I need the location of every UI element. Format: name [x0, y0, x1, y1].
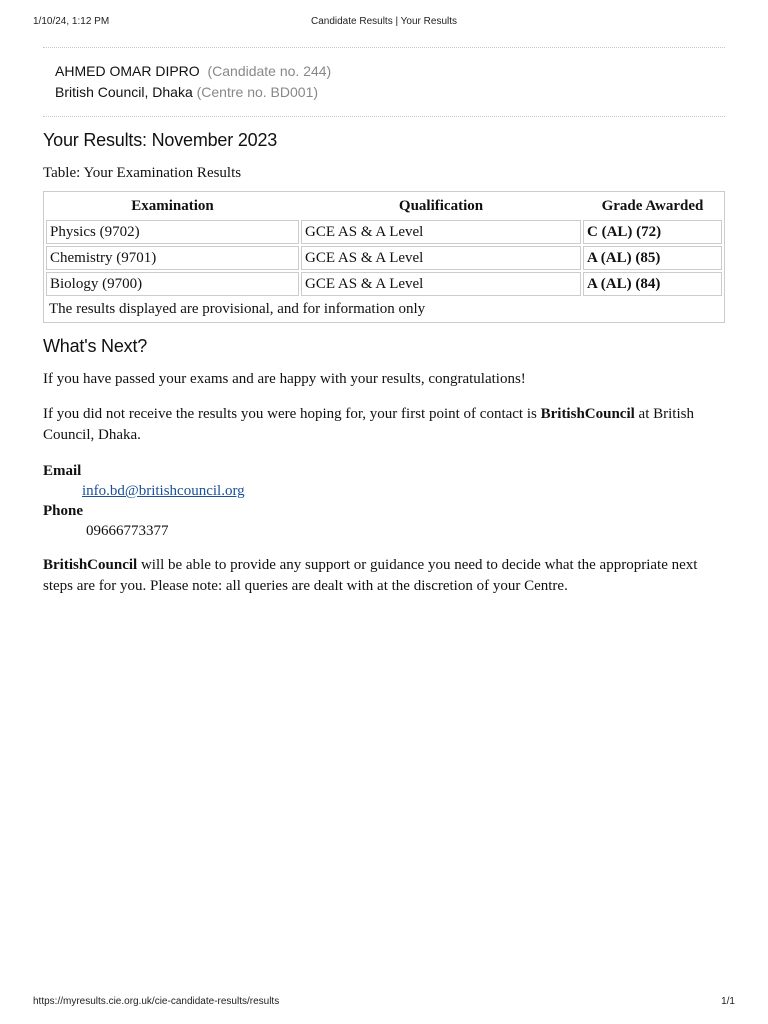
candidate-name: AHMED OMAR DIPRO: [55, 63, 200, 79]
whats-next-heading: What's Next?: [43, 336, 148, 356]
support-organisation: BritishCouncil: [43, 557, 138, 573]
examination-cell: Biology (9700): [46, 272, 299, 296]
column-header-qualification: Qualification: [398, 198, 484, 214]
table-row: [46, 272, 722, 296]
divider: [43, 116, 725, 117]
centre-name: British Council, Dhaka: [55, 84, 193, 100]
contact-organisation: BritishCouncil: [540, 406, 635, 422]
candidate-number: (Candidate no. 244): [207, 63, 332, 79]
examination-cell: Physics (9702): [46, 220, 299, 244]
print-page-title: Candidate Results | Your Results: [310, 16, 457, 27]
candidate-info: [43, 48, 725, 116]
column-header-examination: Examination: [131, 198, 214, 214]
results-table: [43, 191, 725, 323]
email-label: Email: [43, 463, 82, 479]
column-header-grade: Grade Awarded: [601, 198, 704, 214]
print-datetime: 1/10/24, 1:12 PM: [33, 16, 110, 27]
qualification-cell: GCE AS & A Level: [301, 272, 581, 296]
print-footer: [33, 996, 735, 1010]
print-url: https://myresults.cie.org.uk/cie-candidate-results/results: [33, 996, 280, 1007]
contact-paragraph: [43, 404, 725, 446]
support-paragraph: [43, 555, 725, 597]
qualification-cell: GCE AS & A Level: [301, 246, 581, 270]
grade-cell: A (AL) (84): [583, 272, 722, 296]
table-header-row: [46, 194, 722, 218]
examination-cell: Chemistry (9701): [46, 246, 299, 270]
table-caption: Table: Your Examination Results: [43, 165, 242, 181]
table-row: [46, 220, 722, 244]
email-link[interactable]: info.bd@britishcouncil.org: [82, 483, 245, 499]
page-content: [43, 47, 725, 597]
phone-value: 09666773377: [86, 523, 169, 539]
page-count: 1/1: [721, 996, 735, 1007]
congratulations-paragraph: If you have passed your exams and are happy with your results, congratulations!: [43, 371, 526, 387]
candidate-line: [55, 61, 725, 82]
qualification-cell: GCE AS & A Level: [301, 220, 581, 244]
centre-number: (Centre no. BD001): [196, 84, 319, 100]
results-heading: Your Results: November 2023: [43, 130, 278, 150]
print-header: [33, 16, 735, 30]
provisional-note: The results displayed are provisional, and for information only: [49, 301, 426, 317]
contact-details: [43, 461, 725, 541]
support-text: will be able to provide any support or guidance you need to decide what the appropriate next steps are for you. Please note: all queries are dealt with at the discretion of your Centre.: [43, 557, 698, 594]
contact-text-prefix: If you did not receive the results you were hoping for, your first point of contact is: [43, 406, 541, 422]
phone-label: Phone: [43, 503, 84, 519]
centre-line: [55, 82, 725, 103]
grade-cell: A (AL) (85): [583, 246, 722, 270]
table-note-row: [46, 298, 722, 320]
table-row: [46, 246, 722, 270]
email-value: [43, 481, 725, 501]
grade-cell: C (AL) (72): [583, 220, 722, 244]
contact-text-suffix: at British Council, Dhaka.: [43, 406, 694, 443]
